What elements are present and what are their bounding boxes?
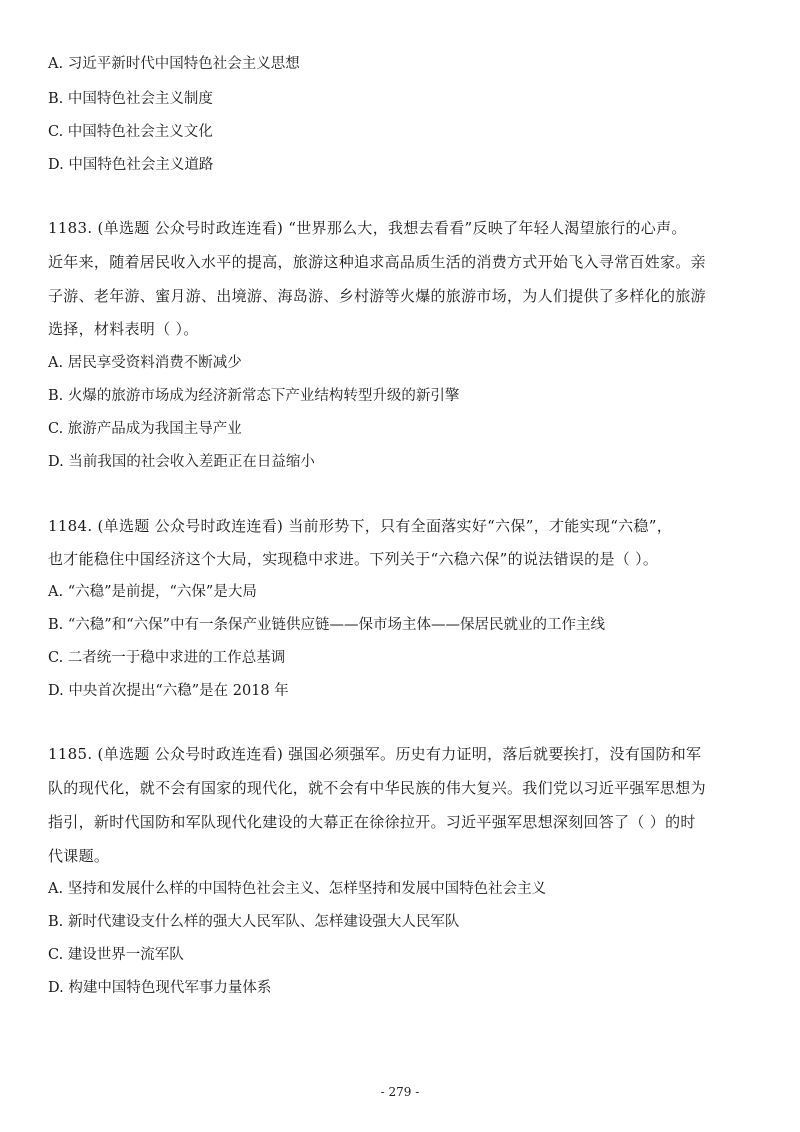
option-c: C. 建设世界一流军队 — [48, 947, 184, 963]
question-text-line: 1183. (单选题 公众号时政连连看) “世界那么大，我想去看看”反映了年轻人渴望旅行的心声。 — [48, 219, 687, 237]
question-text-line: 近年来，随着居民收入水平的提高，旅游这种追求高品质生活的消费方式开始飞入寻常百姓家。亲 — [48, 253, 706, 271]
option-c: C. 中国特色社会主义文化 — [48, 124, 213, 140]
question-text-line: 代课题。 — [48, 847, 110, 865]
option-a: A. “六稳”是前提，“六保”是大局 — [48, 584, 257, 600]
question-text-line: 队的现代化，就不会有国家的现代化，就不会有中华民族的伟大复兴。我们党以习近平强军思想为 — [48, 779, 706, 797]
option-d: D. 中国特色社会主义道路 — [48, 157, 214, 173]
question-text-line: 也才能稳住中国经济这个大局，实现稳中求进。下列关于“六稳六保”的说法错误的是（ ）。 — [48, 550, 659, 568]
option-b: B. 火爆的旅游市场成为经济新常态下产业结构转型升级的新引擎 — [48, 388, 460, 404]
option-c: C. 旅游产品成为我国主导产业 — [48, 421, 242, 437]
option-b: B. 中国特色社会主义制度 — [48, 91, 213, 107]
option-b: B. “六稳”和“六保”中有一条保产业链供应链——保市场主体——保居民就业的工作主线 — [48, 617, 606, 633]
question-text-line: 1184. (单选题 公众号时政连连看) 当前形势下，只有全面落实好“六保”，才能实现“六稳”， — [48, 517, 673, 535]
question-text-line: 1185. (单选题 公众号时政连连看) 强国必须强军。历史有力证明，落后就要挨打，没有国防和军 — [48, 745, 702, 763]
option-c: C. 二者统一于稳中求进的工作总基调 — [48, 650, 286, 666]
option-d: D. 构建中国特色现代军事力量体系 — [48, 980, 272, 996]
option-a: A. 习近平新时代中国特色社会主义思想 — [48, 56, 300, 72]
question-text-line: 选择，材料表明（ ）。 — [48, 320, 199, 338]
option-d: D. 中央首次提出“六稳”是在 2018 年 — [48, 683, 289, 699]
option-b: B. 新时代建设支什么样的强大人民军队、怎样建设强大人民军队 — [48, 914, 460, 930]
page-number: - 279 - — [380, 1085, 420, 1099]
question-text-line: 指引，新时代国防和军队现代化建设的大幕正在徐徐拉开。习近平强军思想深刻回答了（ ）的时 — [48, 813, 696, 831]
option-a: A. 坚持和发展什么样的中国特色社会主义、怎样坚持和发展中国特色社会主义 — [48, 881, 547, 897]
option-a: A. 居民享受资料消费不断减少 — [48, 355, 242, 371]
question-text-line: 子游、老年游、蜜月游、出境游、海岛游、乡村游等火爆的旅游市场，为人们提供了多样化的旅游 — [48, 287, 706, 305]
option-d: D. 当前我国的社会收入差距正在日益缩小 — [48, 454, 315, 470]
